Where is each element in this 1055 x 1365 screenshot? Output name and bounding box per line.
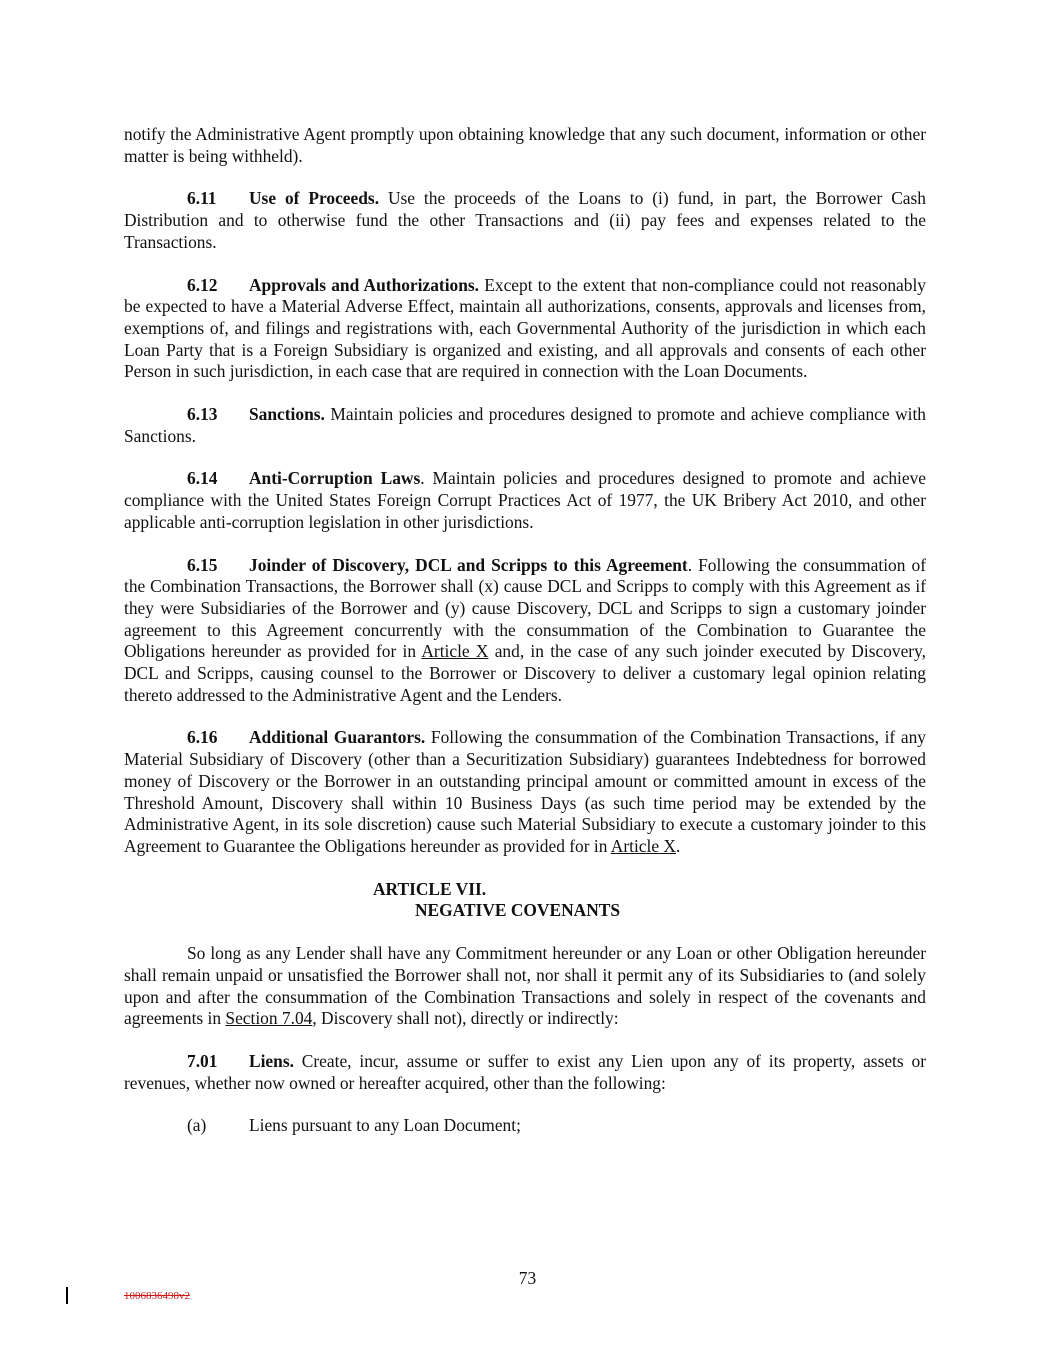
cross-reference-link[interactable]: Article X — [421, 641, 489, 662]
article-preamble — [124, 943, 926, 1030]
section-text: . Maintain policies and procedures designed to promote and achieve compliance with the United States Foreign Corrupt Practices Act of 1977, the UK Bribery Act 2010, and other applicable anti-corruption legislation in other jurisdictions. — [124, 468, 926, 532]
section-number: 6.14 — [187, 468, 218, 489]
article-heading — [124, 879, 926, 922]
section-heading: Liens. — [249, 1050, 294, 1071]
preamble-text-continued: , Discovery shall not), directly or indirectly: — [312, 1008, 619, 1029]
page-number: 73 — [518, 1268, 537, 1288]
section-7-01 — [124, 1051, 926, 1094]
section-heading: Sanctions. — [249, 404, 325, 425]
section-text: Use the proceeds of the Loans to (i) fund, in part, the Borrower Cash Distribution and to otherwise fund the other Transactions and (ii) pay fees and expenses related to the Transactions. — [124, 188, 926, 252]
section-number: 6.15 — [187, 554, 218, 575]
section-heading: Joinder of Discovery, DCL and Scripps to this Agreement — [249, 554, 688, 575]
section-heading: Anti-Corruption Laws — [249, 468, 421, 489]
cross-reference-link[interactable]: Article X — [610, 835, 676, 856]
section-heading: Approvals and Authorizations. — [249, 274, 480, 295]
preamble-text: So long as any Lender shall have any Commitment hereunder or any Loan or other Obligation hereunder shall remain unpaid or unsatisfied the Borrower shall not, nor shall it permit any of its Subsidiaries to (and solely upon and after the consummation of the Combination Transactions and solely in respect of the covenants and agreements in — [124, 943, 926, 1029]
section-number: 6.11 — [187, 188, 217, 209]
revision-change-bar — [66, 1287, 68, 1304]
section-number: 7.01 — [187, 1050, 218, 1071]
section-text: Maintain policies and procedures designed to promote and achieve compliance with Sanctions. — [124, 404, 926, 446]
list-item-marker: (a) — [187, 1115, 207, 1136]
section-text: . Following the consummation of the Combination Transactions, the Borrower shall (x) cause DCL and Scripps to comply with this Agreement as if they were Subsidiaries of the Borrower and (y) cause Discovery, DCL and Scripps to sign a customary joinder agreement to this Agreement concurrently with the consummation of the Combination to Guarantee the Obligations hereunder as provided for in — [124, 554, 926, 662]
cross-reference-link[interactable]: Section 7.04 — [225, 1008, 313, 1029]
article-title: NEGATIVE COVENANTS — [415, 900, 621, 921]
section-text-continued: . — [675, 835, 681, 856]
section-6-13 — [124, 404, 926, 447]
section-number: 6.13 — [187, 404, 218, 425]
article-number: ARTICLE VII. — [373, 878, 487, 899]
section-heading: Use of Proceeds. — [249, 188, 380, 209]
section-text-continued: and, in the case of any such joinder executed by Discovery, DCL and Scripps, causing counsel to the Borrower or Discovery to deliver a customary legal opinion relating thereto addressed to the Administrative Agent and the Lenders. — [124, 641, 926, 705]
continuation-paragraph: notify the Administrative Agent promptly upon obtaining knowledge that any such document, information or other matter is being withheld). — [124, 124, 926, 166]
list-item-a — [124, 1115, 926, 1137]
section-6-15 — [124, 555, 926, 707]
section-6-14 — [124, 468, 926, 533]
section-number: 6.12 — [187, 274, 218, 295]
section-6-12 — [124, 275, 926, 384]
document-body — [124, 124, 926, 1158]
section-text: Create, incur, assume or suffer to exist any Lien upon any of its property, assets or revenues, whether now owned or hereafter acquired, other than the following: — [124, 1050, 926, 1093]
section-heading: Additional Guarantors. — [249, 727, 426, 748]
section-6-11 — [124, 188, 926, 253]
section-text: Following the consummation of the Combination Transactions, if any Material Subsidiary of Discovery (other than a Securitization Subsidiary) guarantees Indebtedness for borrowed money of Discovery or the Borrower in an outstanding principal amount or committed amount in excess of the Threshold Amount, Discovery shall within 10 Business Days (as such time period may be extended by the Administrative Agent, in its sole discretion) cause such Material Subsidiary to execute a customary joinder to this Agreement to Guarantee the Obligations hereunder as provided for in — [124, 727, 926, 856]
section-number: 6.16 — [187, 727, 218, 748]
section-6-16 — [124, 727, 926, 857]
list-item-text: Liens pursuant to any Loan Document; — [249, 1115, 521, 1136]
document-id: 1006836498v2 — [124, 1290, 190, 1302]
section-text: Except to the extent that non-compliance could not reasonably be expected to have a Material Adverse Effect, maintain all authorizations, consents, approvals and licenses from, exemptions of, and filings and registrations with, each Governmental Authority of the jurisdiction in which each Loan Party that is a Foreign Subsidiary is organized and existing, and all approvals and consents of each other Person in such jurisdiction, in each case that are required in connection with the Loan Documents. — [124, 274, 926, 382]
